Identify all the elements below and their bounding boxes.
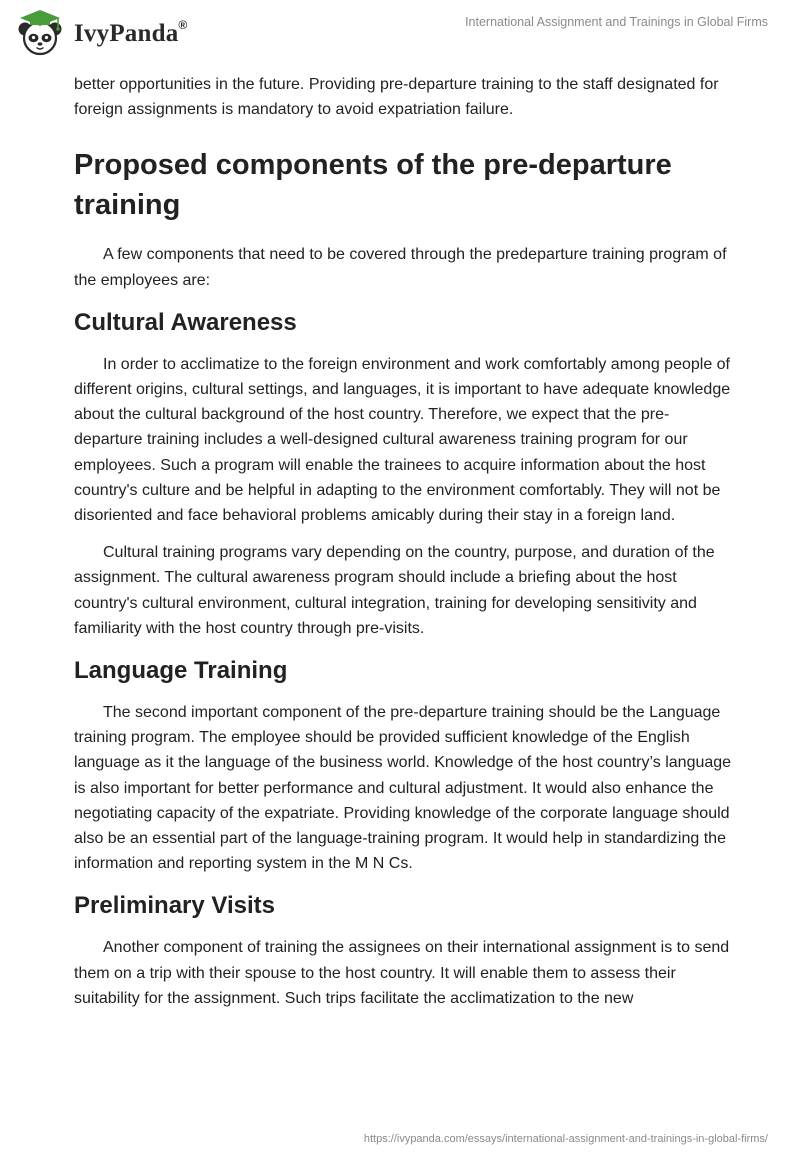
source-url-link[interactable]: https://ivypanda.com/essays/international-assignment-and-trainings-in-global-firms/ [363, 1133, 768, 1145]
brand-logo[interactable] [14, 9, 187, 57]
section-heading-cultural-awareness: Cultural Awareness [74, 308, 297, 336]
language-training-paragraph: The second important component of the pre-departure training should be the Language training program. The employee should be provided sufficient knowledge of the English language as it the language of the business world. Knowledge of the host country’s language is also important for better performance and cultural adjustment. It would also enhance the negotiating capacity of the expatriate. Providing knowledge of the corporate language should also be an essential part of the language-training program. It would help in standardizing the information and reporting system in the M N Cs. [74, 704, 732, 873]
cultural-awareness-paragraph-1: In order to acclimatize to the foreign environment and work comfortably among people of different origins, cultural settings, and languages, it is important to have adequate knowledge about the cultural background of the host country. Therefore, we expect that the pre-departure training includes a well-designed cultural awareness training program for our employees. Such a program will enable the trainees to acquire information about the host country's culture and be helpful in adapting to the environment comfortably. They will not be disoriented and face behavioral problems amicably during their stay in a foreign land. [74, 355, 731, 525]
panda-graduation-cap-logo-icon [14, 9, 66, 57]
page-header [0, 0, 800, 64]
main-heading: Proposed components of the pre-departure training [74, 149, 672, 222]
document-title: International Assignment and Trainings in Global Firms [465, 15, 768, 29]
preliminary-visits-paragraph: Another component of training the assignees on their international assignment is to send them on a trip with their spouse to the host country. It will enable them to assess their suitability for the assignment. Such trips facilitate the acclimatization to the new [74, 939, 730, 1007]
cultural-awareness-paragraph-2: Cultural training programs vary depending on the country, purpose, and duration of the assignment. The cultural awareness program should include a briefing about the host country's cultural environment, cultural integration, training for developing sensitivity and familiarity with the host country through pre-visits. [74, 544, 715, 637]
section-heading-language-training: Language Training [74, 657, 288, 685]
article-body [74, 72, 734, 1023]
section-heading-preliminary-visits: Preliminary Visits [74, 892, 275, 920]
intro-paragraph: better opportunities in the future. Providing pre-departure training to the staff designated for foreign assignments is mandatory to avoid expatriation failure. [74, 76, 719, 119]
brand-name: IvyPanda® [74, 17, 188, 47]
registered-mark: ® [178, 17, 188, 32]
main-intro-paragraph: A few components that need to be covered through the predeparture training program of the employees are: [74, 246, 727, 289]
